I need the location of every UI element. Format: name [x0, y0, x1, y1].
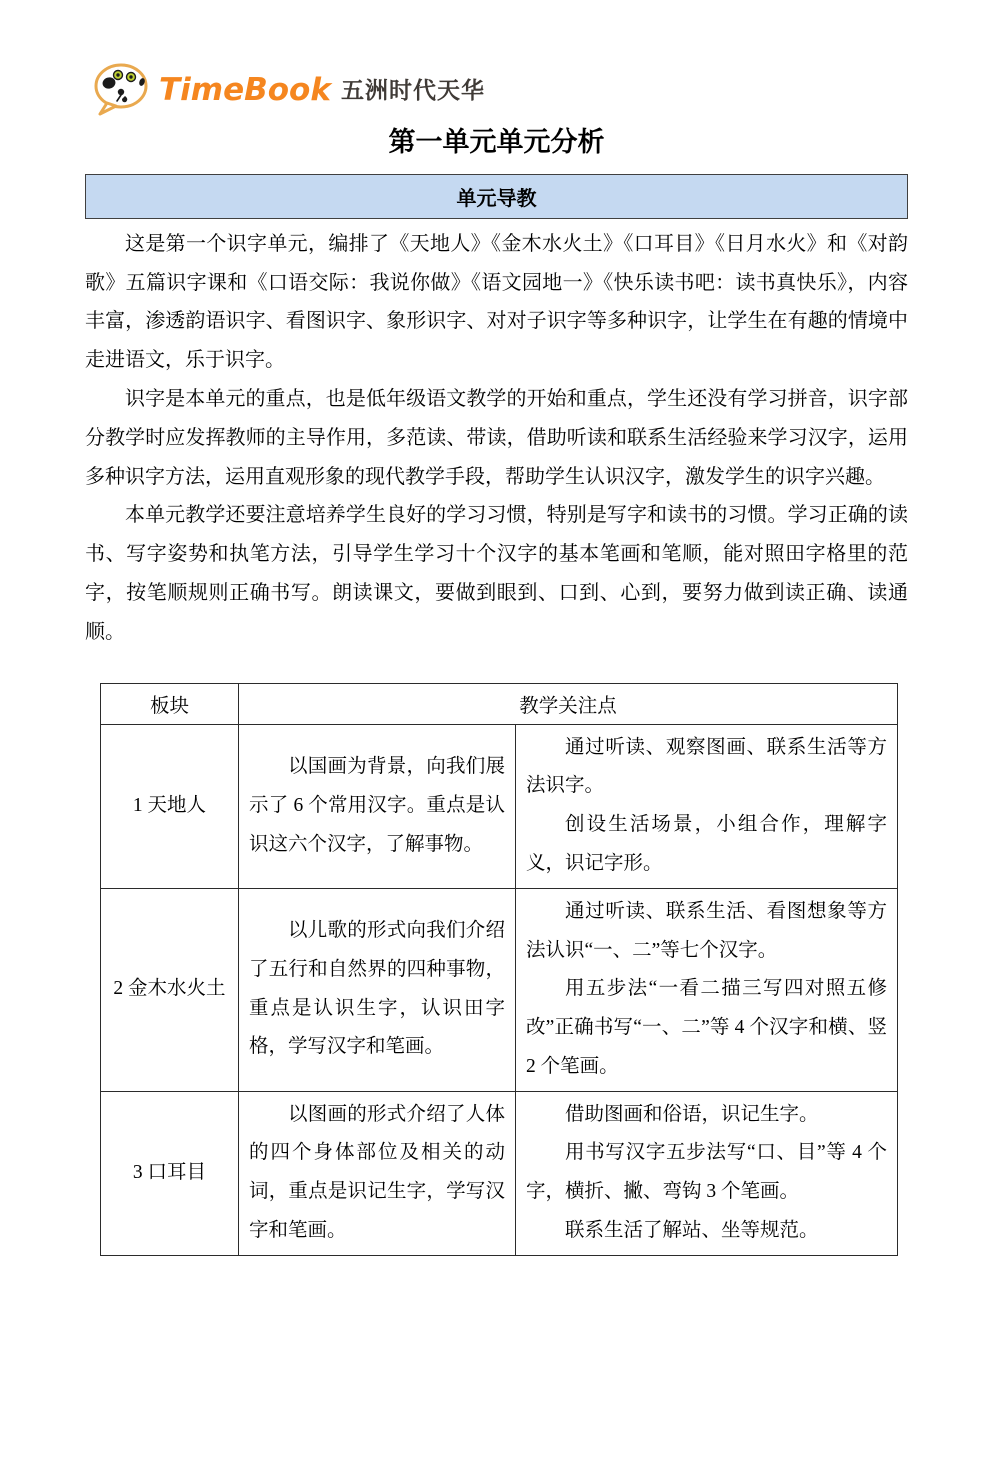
unit-analysis-table [100, 683, 898, 1256]
logo-subtitle-text: 五洲时代天华 [340, 78, 485, 104]
module-cell: 1 天地人 [101, 724, 239, 888]
description-paragraph: 以国画为背景，向我们展示了 6 个常用汉字。重点是认识这六个汉字，了解事物。 [249, 755, 505, 855]
timebook-logo [93, 62, 908, 118]
literacy-focus-paragraph: 识字是本单元的重点，也是低年级语文教学的开始和重点，学生还没有学习拼音，识字部分教学时应发挥教师的主导作用，多范读、带读，借助听读和联系生活经验来学习汉字，运用多种识字方法，运用直观形象的现代教学手段，帮助学生认识汉字，激发学生的识字兴趣。 [85, 387, 908, 488]
table-row-kouermu [101, 1091, 898, 1255]
logo-brand-text: TimeBook [159, 71, 331, 108]
description-paragraph: 以儿歌的形式向我们介绍了五行和自然界的四种事物，重点是认识生字，认识田字格，学写汉字和笔画。 [249, 920, 505, 1058]
focus-paragraph: 联系生活了解站、坐等规范。 [565, 1220, 819, 1242]
focus-paragraph: 通过听读、观察图画、联系生活等方法识字。 [526, 736, 888, 797]
focus-paragraph: 通过听读、联系生活、看图想象等方法认识“一、二”等七个汉字。 [526, 900, 888, 961]
section-header-unit-guide: 单元导教 [85, 174, 908, 219]
table-row-jinmushuihuotu [101, 888, 898, 1091]
page-title: 第一单元单元分析 [388, 127, 605, 157]
document-page [0, 62, 993, 1256]
focus-paragraph: 用五步法“一看二描三写四对照五修改”正确书写“一、二”等 4 个汉字和横、竖 2 个笔画。 [526, 978, 888, 1077]
description-cell [239, 1091, 516, 1255]
table-header-module: 板块 [101, 683, 239, 724]
description-cell [239, 724, 516, 888]
description-cell [239, 888, 516, 1091]
unit-guide-body [85, 225, 908, 652]
focus-cell [516, 1091, 898, 1255]
module-cell: 2 金木水火土 [101, 888, 239, 1091]
dog-speech-bubble-icon [93, 63, 151, 117]
focus-paragraph: 借助图画和俗语，识记生字。 [565, 1103, 819, 1125]
description-paragraph: 以图画的形式介绍了人体的四个身体部位及相关的动词，重点是识记生字，学写汉字和笔画。 [249, 1103, 505, 1242]
table-row-tiandiren [101, 724, 898, 888]
study-habits-paragraph: 本单元教学还要注意培养学生良好的学习习惯，特别是写字和读书的习惯。学习正确的读书、写字姿势和执笔方法，引导学生学习十个汉字的基本笔画和笔顺，能对照田字格里的范字，按笔顺规则正确书写。朗读课文，要做到眼到、口到、心到，要努力做到读正确、读通顺。 [85, 504, 908, 643]
unit-intro-paragraph: 这是第一个识字单元，编排了《天地人》《金木水火土》《口耳目》《日月水火》和《对韵歌》五篇识字课和《口语交际：我说你做》《语文园地一》《快乐读书吧：读书真快乐》，内容丰富，渗透韵语识字、看图识字、象形识字、对对子识字等多种识字，让学生在有趣的情境中走进语文，乐于识字。 [85, 232, 908, 372]
table-header-focus: 教学关注点 [239, 683, 898, 724]
module-cell: 3 口耳目 [101, 1091, 239, 1255]
focus-cell [516, 724, 898, 888]
focus-cell [516, 888, 898, 1091]
table-header-row [101, 683, 898, 724]
focus-paragraph: 创设生活场景，小组合作，理解字义，识记字形。 [526, 814, 888, 874]
focus-paragraph: 用书写汉字五步法写“口、目”等 4 个字，横折、撇、弯钩 3 个笔画。 [526, 1142, 888, 1203]
